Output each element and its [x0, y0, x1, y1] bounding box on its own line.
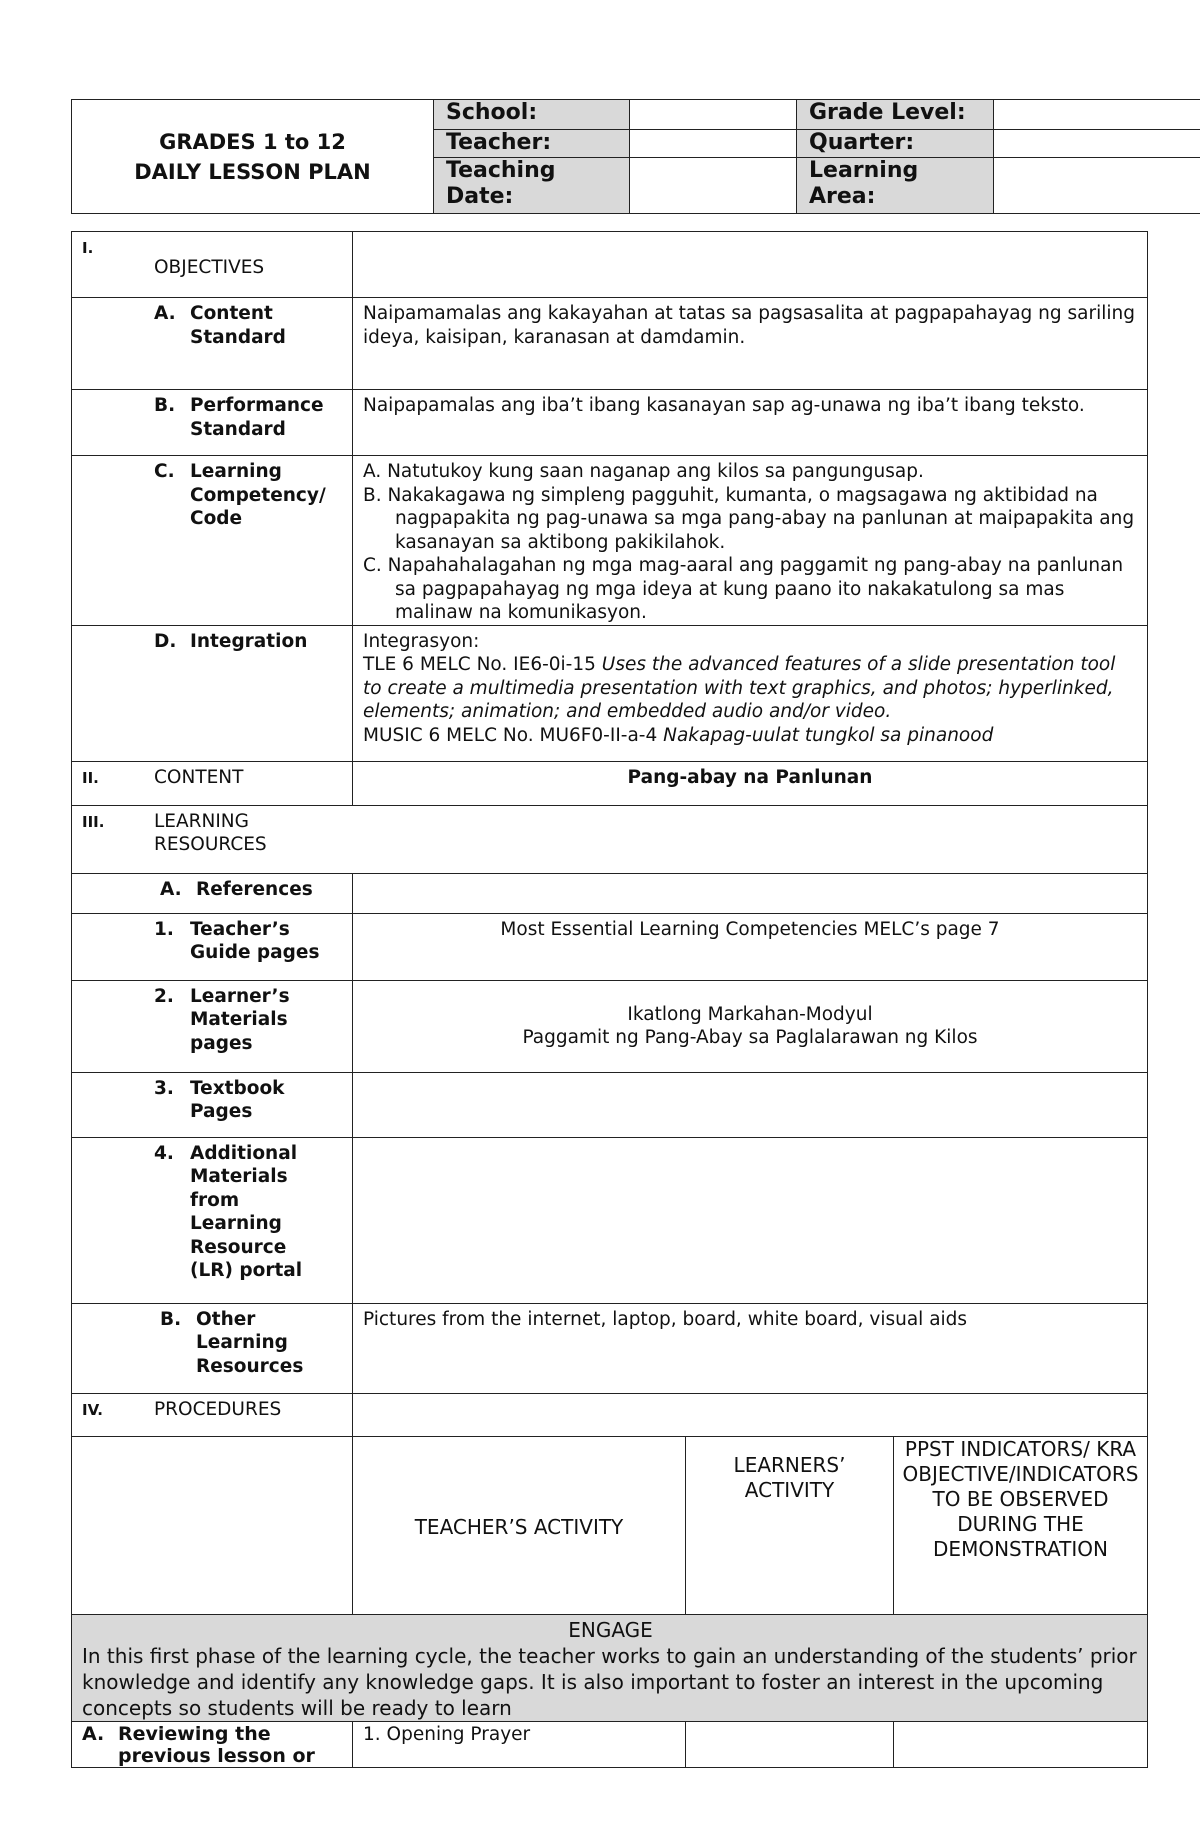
teacher-value[interactable] [630, 130, 797, 158]
learners-materials-label-2: Materials [190, 1009, 288, 1030]
learning-resources-label-1: LEARNING [154, 810, 249, 832]
learners-materials-label-cell [72, 980, 353, 1072]
performance-standard-text: Naipapamalas ang iba’t ibang kasanayan sap ag-unawa ng iba’t ibang teksto. [353, 390, 1148, 456]
teaching-date-label-line1: Teaching [446, 158, 556, 183]
references-value [353, 873, 1148, 913]
teachers-guide-row [72, 913, 1148, 980]
performance-standard-row [72, 390, 1148, 456]
learning-competency-label-1: Learning [190, 461, 282, 482]
other-resources-row [72, 1303, 1148, 1393]
review-label-cell [72, 1721, 353, 1767]
review-learners-activity [686, 1721, 894, 1767]
learning-competency-text [353, 456, 1148, 626]
engage-text: In this first phase of the learning cycle, the teacher works to gain an understanding of the students’ prior knowledge and identify any knowledge gaps. It is also important to foster an interest in the upcoming concepts so students will be ready to learn [82, 1643, 1137, 1720]
procedures-label-cell [72, 1393, 353, 1436]
learners-materials-row [72, 980, 1148, 1072]
objectives-row [72, 232, 1148, 298]
integration-heading: Integrasyon: [363, 630, 480, 652]
review-row [72, 1721, 1148, 1767]
teachers-activity-header: TEACHER’S ACTIVITY [353, 1436, 686, 1614]
learning-competency-row [72, 456, 1148, 626]
additional-label-4: Learning [190, 1213, 282, 1234]
engage-row [72, 1614, 1148, 1721]
grade-level-value[interactable] [994, 100, 1200, 130]
music-text: Nakapag-uulat tungkol sa pinanood [663, 724, 994, 746]
review-ppst [894, 1721, 1148, 1767]
references-label: References [196, 878, 313, 900]
integration-text [353, 625, 1148, 761]
objectives-label: OBJECTIVES [154, 257, 265, 278]
tle-code: TLE 6 MELC No. IE6-0i-15 [363, 654, 602, 675]
number: 1. [154, 918, 174, 940]
learners-materials-value [353, 980, 1148, 1072]
engage-title: ENGAGE [568, 1617, 653, 1642]
school-value[interactable] [630, 100, 797, 130]
section-numeral: III. [82, 812, 105, 831]
other-label-1: Other [196, 1308, 256, 1330]
lesson-plan-table [71, 231, 1148, 1768]
references-row [72, 873, 1148, 913]
integration-label: Integration [190, 630, 308, 652]
other-resources-label-cell [72, 1303, 353, 1393]
performance-standard-label-cell [72, 390, 353, 456]
letter: C. [154, 461, 175, 482]
learners-materials-value-1: Ikatlong Markahan-Modyul [627, 1003, 873, 1025]
content-row [72, 761, 1148, 805]
textbook-row [72, 1072, 1148, 1137]
quarter-value[interactable] [994, 130, 1200, 158]
additional-label-2: Materials [190, 1166, 288, 1187]
textbook-label-cell [72, 1072, 353, 1137]
teacher-label: Teacher: [434, 130, 630, 158]
teachers-guide-value: Most Essential Learning Competencies MELC’s page 7 [353, 913, 1148, 980]
content-standard-label-cell [72, 298, 353, 390]
learning-area-label [797, 158, 994, 214]
competency-item-a: A. Natutukoy kung saan naganap ang kilos sa pangungusap. [363, 461, 924, 482]
header-table [71, 99, 1200, 214]
letter: D. [154, 630, 177, 652]
letter: B. [154, 395, 176, 416]
other-label-3: Resources [196, 1355, 304, 1377]
quarter-label: Quarter: [797, 130, 994, 158]
other-resources-value: Pictures from the internet, laptop, board, white board, visual aids [353, 1303, 1148, 1393]
competency-item-c: C. Napahahalagahan ng mga mag-aaral ang paggamit ng pang-abay na panlunan sa pagpapahayag ng mga ideya at kung paano ito nakakatulong sa mas malinaw na komunikasyon. [363, 555, 1124, 623]
performance-standard-label-1: Performance [190, 395, 324, 416]
objectives-label-cell [72, 232, 353, 298]
learning-resources-label-2: RESOURCES [154, 834, 267, 855]
review-teacher-activity: 1. Opening Prayer [353, 1721, 686, 1767]
textbook-label-1: Textbook [190, 1077, 285, 1099]
procedures-header-row [72, 1436, 1148, 1614]
content-value: Pang-abay na Panlunan [353, 761, 1148, 805]
learners-activity-header: LEARNERS’ ACTIVITY [686, 1436, 894, 1614]
procedures-row [72, 1393, 1148, 1436]
plan-title-line1: GRADES 1 to 12 [159, 129, 346, 154]
learning-area-label-line2: Area: [809, 184, 876, 209]
learning-area-value[interactable] [994, 158, 1200, 214]
additional-label-3: from [190, 1189, 240, 1211]
procedures-label: PROCEDURES [154, 1398, 282, 1420]
plan-title-line2: DAILY LESSON PLAN [134, 159, 371, 184]
learning-competency-label-3: Code [190, 508, 243, 529]
section-numeral: IV. [82, 1400, 103, 1419]
plan-title [72, 100, 434, 214]
performance-standard-label-2: Standard [190, 418, 286, 440]
content-standard-text: Naipamamalas ang kakayahan at tatas sa pagsasalita at pagpapahayag ng sariling ideya, kaisipan, karanasan at damdamin. [353, 298, 1148, 390]
other-label-2: Learning [196, 1332, 288, 1353]
competency-item-b: B. Nakakagawa ng simpleng pagguhit, kumanta, o magsagawa ng aktibidad na nagpapakita ng pag-unawa sa mga pang-abay na panlunan at maipapakita ang kasanayan sa aktibong pakikilahok. [363, 484, 1135, 553]
number: 4. [154, 1142, 174, 1164]
additional-materials-value [353, 1137, 1148, 1303]
textbook-label-2: Pages [190, 1101, 253, 1122]
number: 2. [154, 985, 174, 1007]
letter: A. [154, 303, 176, 324]
objectives-value [353, 232, 1148, 298]
learners-materials-label-1: Learner’s [190, 985, 290, 1007]
textbook-value [353, 1072, 1148, 1137]
number: 3. [154, 1077, 174, 1099]
school-label: School: [434, 100, 630, 130]
content-standard-row [72, 298, 1148, 390]
learning-resources-label-cell [72, 805, 1148, 873]
learning-competency-label-2: Competency/ [190, 484, 326, 506]
music-code: MUSIC 6 MELC No. MU6F0-II-a-4 [363, 724, 664, 746]
content-label: CONTENT [154, 766, 244, 788]
content-label-cell [72, 761, 353, 805]
ppst-indicators-header: PPST INDICATORS/ KRA OBJECTIVE/INDICATORS TO BE OBSERVED DURING THE DEMONSTRATION [894, 1436, 1148, 1614]
procedures-value [353, 1393, 1148, 1436]
letter: A. [82, 1722, 105, 1745]
section-numeral: II. [82, 768, 99, 787]
references-label-cell [72, 873, 353, 913]
letter: B. [160, 1308, 182, 1330]
additional-label-1: Additional [190, 1142, 298, 1164]
integration-row [72, 625, 1148, 761]
integration-label-cell [72, 625, 353, 761]
additional-label-6: (LR) portal [190, 1260, 303, 1281]
teachers-guide-label-1: Teacher’s [190, 918, 290, 940]
engage-cell [72, 1614, 1148, 1721]
teaching-date-label [434, 158, 630, 214]
review-label: Reviewing the previous lesson or [118, 1722, 315, 1767]
content-standard-label-1: Content [190, 303, 273, 324]
teachers-guide-label-cell [72, 913, 353, 980]
learners-materials-value-2: Paggamit ng Pang-Abay sa Paglalarawan ng Kilos [522, 1027, 978, 1048]
letter: A. [160, 878, 182, 900]
learning-area-label-line1: Learning [809, 158, 919, 183]
additional-materials-row [72, 1137, 1148, 1303]
teaching-date-value[interactable] [630, 158, 797, 214]
content-standard-label-2: Standard [190, 326, 286, 348]
learning-competency-label-cell [72, 456, 353, 626]
learning-resources-row [72, 805, 1148, 873]
procedures-header-blank [72, 1436, 353, 1614]
teaching-date-label-line2: Date: [446, 184, 514, 209]
section-numeral: I. [82, 239, 94, 257]
additional-materials-label-cell [72, 1137, 353, 1303]
teachers-guide-label-2: Guide pages [190, 942, 320, 963]
additional-label-5: Resource [190, 1236, 287, 1258]
tle-text: Uses the advanced features of a slide presentation tool to create a multimedia presentation with text graphics, and photos; hyperlinked, elements; animation; and embedded audio and/or video. [363, 654, 1116, 722]
learners-materials-label-3: pages [190, 1032, 253, 1054]
grade-level-label: Grade Level: [797, 100, 994, 130]
